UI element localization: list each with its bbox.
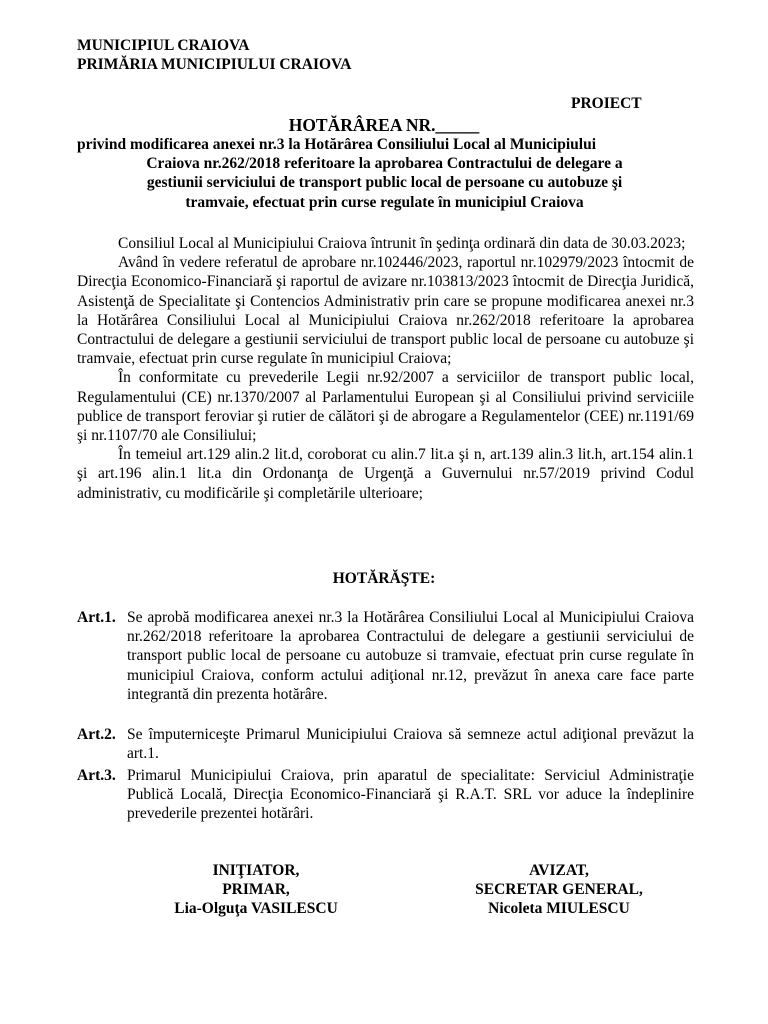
article-2-label: Art.2.: [77, 726, 116, 743]
header-municipality: MUNICIPIUL CRAIOVA: [77, 37, 250, 54]
article-1-text: Se aprobă modificarea anexei nr.3 la Hotărârea Consiliului Local al Municipiului Craiova nr.262/2018 referitoare la aprobarea Contractului de delegare a gestiunii serviciului de transport public local de persoane cu autobuze si tramvaie, efectuat prin curse regulate în municipiul Craiova, conform actului adiţional nr.12, prevăzut în anexa care face parte integrantă din prezenta hotărâre.: [127, 609, 694, 703]
signature-initiator: [126, 861, 386, 919]
header-city-hall: PRIMĂRIA MUNICIPIULUI CRAIOVA: [77, 56, 352, 73]
proiect-label: PROIECT: [571, 95, 642, 112]
article-3-label: Art.3.: [77, 767, 116, 784]
subtitle-line-4: tramvaie, efectuat prin curse regulate în municipiul Craiova: [185, 193, 584, 211]
preamble-legal-basis: În temeiul art.129 alin.2 lit.d, coroborat cu alin.7 lit.a şi n, art.139 alin.3 lit.h, art.154 alin.1 şi art.196 alin.1 lit.a din Ordonanţa de Urgenţă a Guvernului nr.57/2019 privind Codul administrativ, cu modificările şi completările ulterioare;: [77, 446, 694, 502]
article-1-label: Art.1.: [77, 609, 116, 626]
preamble-conformity: În conformitate cu prevederile Legii nr.92/2007 a serviciilor de transport public local, Regulamentului (CE) nr.1370/2007 al Parlamentului European şi al Consiliului privind serviciile publice de transport feroviar şi rutier de călători şi de abrogare a Regulamentelor (CEE) nr.1191/69 şi nr.1107/70 ale Consiliului;: [77, 369, 694, 445]
article-2: [77, 725, 694, 763]
initiator-role: INIŢIATOR,: [212, 862, 300, 879]
endorsed-title: SECRETAR GENERAL,: [475, 881, 643, 899]
preamble-council-session: Consiliul Local al Municipiului Craiova întrunit în şedinţa ordinară din data de 30.03.2023;: [118, 235, 686, 252]
preamble-considering: Având în vedere referatul de aprobare nr.102446/2023, raportul nr.102979/2023 întocmit de Direcţia Economico-Financiară şi raportul de avizare nr.103813/2023 întocmit de Direcţia Juridică, Asistenţă de Specialitate şi Contencios Administrativ prin care se propune modificarea anexei nr.3 la Hotărârea Consiliului Local al Municipiului Craiova nr.262/2018 referitoare la aprobarea Contractului de delegare a gestiunii serviciului de transport public local de persoane cu autobuze şi tramvaie, efectuat prin curse regulate în municipiul Craiova;: [77, 254, 694, 368]
subtitle-line-3: gestiunii serviciului de transport public local de persoane cu autobuze şi: [146, 174, 623, 192]
subtitle-line-2: Craiova nr.262/2018 referitoare la aprobarea Contractului de delegare a: [146, 155, 623, 173]
article-3: [77, 766, 694, 824]
document-subtitle: [77, 135, 692, 212]
article-2-text: Se împuterniceşte Primarul Municipiului Craiova să semneze actul adiţional prevăzut la art.1.: [127, 726, 694, 763]
article-3-text: Primarul Municipiului Craiova, prin aparatul de specialitate: Serviciul Administraţie Publică Locală, Direcţia Economico-Financiară şi R.A.T. SRL vor aduce la îndeplinire prevederile prezentei hotărâri.: [127, 767, 694, 823]
endorsed-name: Nicoleta MIULESCU: [488, 900, 630, 918]
preamble: [77, 234, 694, 503]
article-1: [77, 608, 694, 704]
document-title: HOTĂRÂREA NR._____: [288, 115, 480, 135]
initiator-title: PRIMAR,: [222, 881, 290, 899]
subtitle-line-1: privind modificarea anexei nr.3 la Hotărârea Consiliului Local al Municipiului: [77, 136, 597, 153]
decision-heading: HOTĂRĂŞTE:: [332, 570, 436, 587]
signature-endorsed: [429, 861, 689, 919]
initiator-name: Lia-Olguţa VASILESCU: [174, 900, 338, 918]
endorsed-role: AVIZAT,: [529, 862, 589, 879]
